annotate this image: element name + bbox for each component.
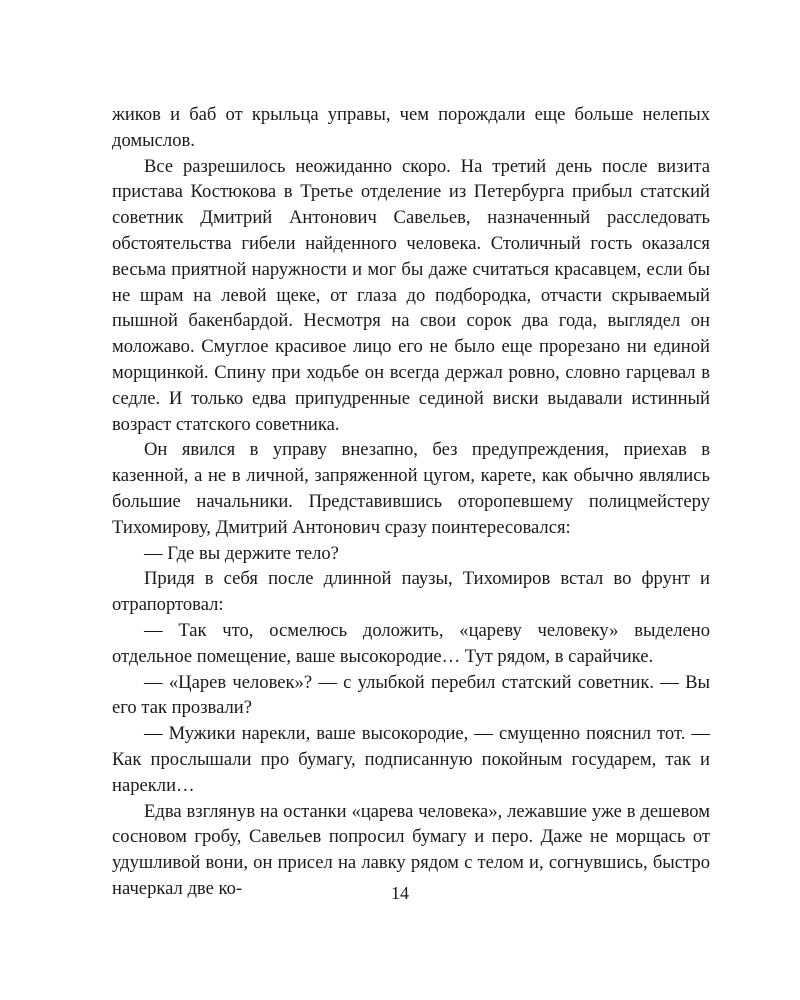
paragraph: Придя в себя после длинной паузы, Тихомиров встал во фрунт и отрапортовал: xyxy=(112,568,710,616)
paragraph: Все разрешилось неожиданно скоро. На третий день после визита пристава Костюкова в Третье отделение из Петербурга прибыл статский советник Дмитрий Антонович Савельев, назначенный расследовать обстоятельства гибели найденного человека. Столичный гость оказался весьма приятной наружности и мог бы даже считаться красавцем, если бы не шрам на левой щеке, от глаза до подбородка, отчасти скрываемый пышной бакенбардой. Несмотря на свои сорок два года, выглядел он моложаво. Смуглое красивое лицо его не было еще прорезано ни единой морщинкой. Спину при ходьбе он всегда держал ровно, словно гарцевал в седле. И только едва припудренные сединой виски выдавали истинный возраст статского советника. xyxy=(112,155,710,435)
page-number: 14 xyxy=(391,883,409,903)
paragraph: Едва взглянув на останки «царева человека», лежавшие уже в дешевом сосновом гробу, Савельев попросил бумагу и перо. Даже не морщась от удушливой вони, он присел на лавку рядом с телом и, согнувшись, быстро начеркал две ко- xyxy=(112,800,710,899)
paragraph: Он явился в управу внезапно, без предупреждения, приехав в казенной, а не в личной, запряженной цугом, карете, как обычно являлись большие начальники. Представившись оторопевшему полицмейстеру Тихомирову, Дмитрий Антонович сразу поинтересовался: xyxy=(112,439,710,538)
dialogue-line: — Так что, осмелюсь доложить, «цареву человеку» выделено отдельное помещение, ваше высокородие… Тут рядом, в сарайчике. xyxy=(112,619,710,667)
paragraph: жиков и баб от крыльца управы, чем порождали еще больше нелепых домыслов. xyxy=(112,104,710,151)
dialogue-line: — Мужики нарекли, ваше высокородие, — смущенно пояснил тот. — Как прослышали про бумагу, подписанную покойным государем, так и нарекли… xyxy=(112,723,710,796)
dialogue-line: — «Царев человек»? — с улыбкой перебил статский советник. — Вы его так прозвали? xyxy=(112,671,710,719)
body-text xyxy=(112,102,710,902)
dialogue-line: — Где вы держите тело? xyxy=(144,542,339,564)
